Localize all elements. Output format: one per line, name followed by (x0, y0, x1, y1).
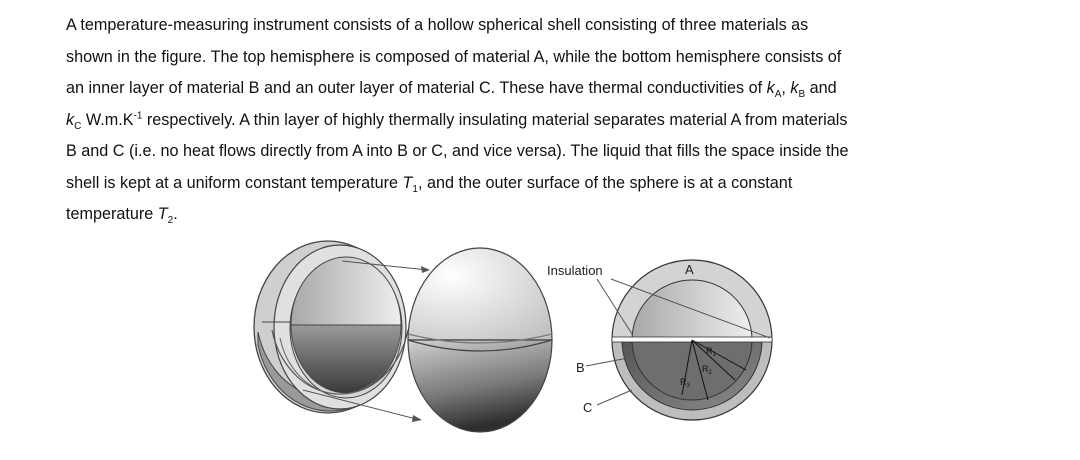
text-line-3: an inner layer of material B and an outer layer of material C. These have thermal conductivities of $k_A$, $k_B$ and (66, 79, 837, 101)
label-A: A (685, 262, 694, 277)
insulation-label: Insulation (547, 263, 603, 278)
open-shell (254, 241, 408, 413)
label-R1: $R_1$ (706, 346, 716, 358)
label-R3: $R_3$ (680, 377, 690, 389)
label-B: B (576, 360, 585, 375)
text-line-4: $k_C$ $W.m.K^{-1}$ respectively. A thin layer of highly thermally insulating material separates material A from materials (66, 110, 848, 132)
text-line-1: A temperature-measuring instrument consists of a hollow spherical shell consisting of three materials as (66, 16, 809, 34)
text-line-2: shown in the figure. The top hemisphere is composed of material A, while the bottom hemisphere consists of (66, 47, 842, 66)
text-line-7: temperature $T_2$. (66, 205, 178, 227)
closed-sphere (408, 248, 552, 432)
cross-section (586, 260, 772, 420)
label-C: C (583, 400, 593, 415)
text-line-5: B and C (i.e. no heat flows directly from A into B or C, and vice versa). The liquid that fills the space inside the (66, 142, 849, 160)
C-pointer (597, 390, 632, 405)
label-R2: $R_2$ (702, 364, 712, 376)
text-line-6: shell is kept at a uniform constant temperature $T_1$, and the outer surface of the sphere is at a constant (66, 173, 793, 195)
